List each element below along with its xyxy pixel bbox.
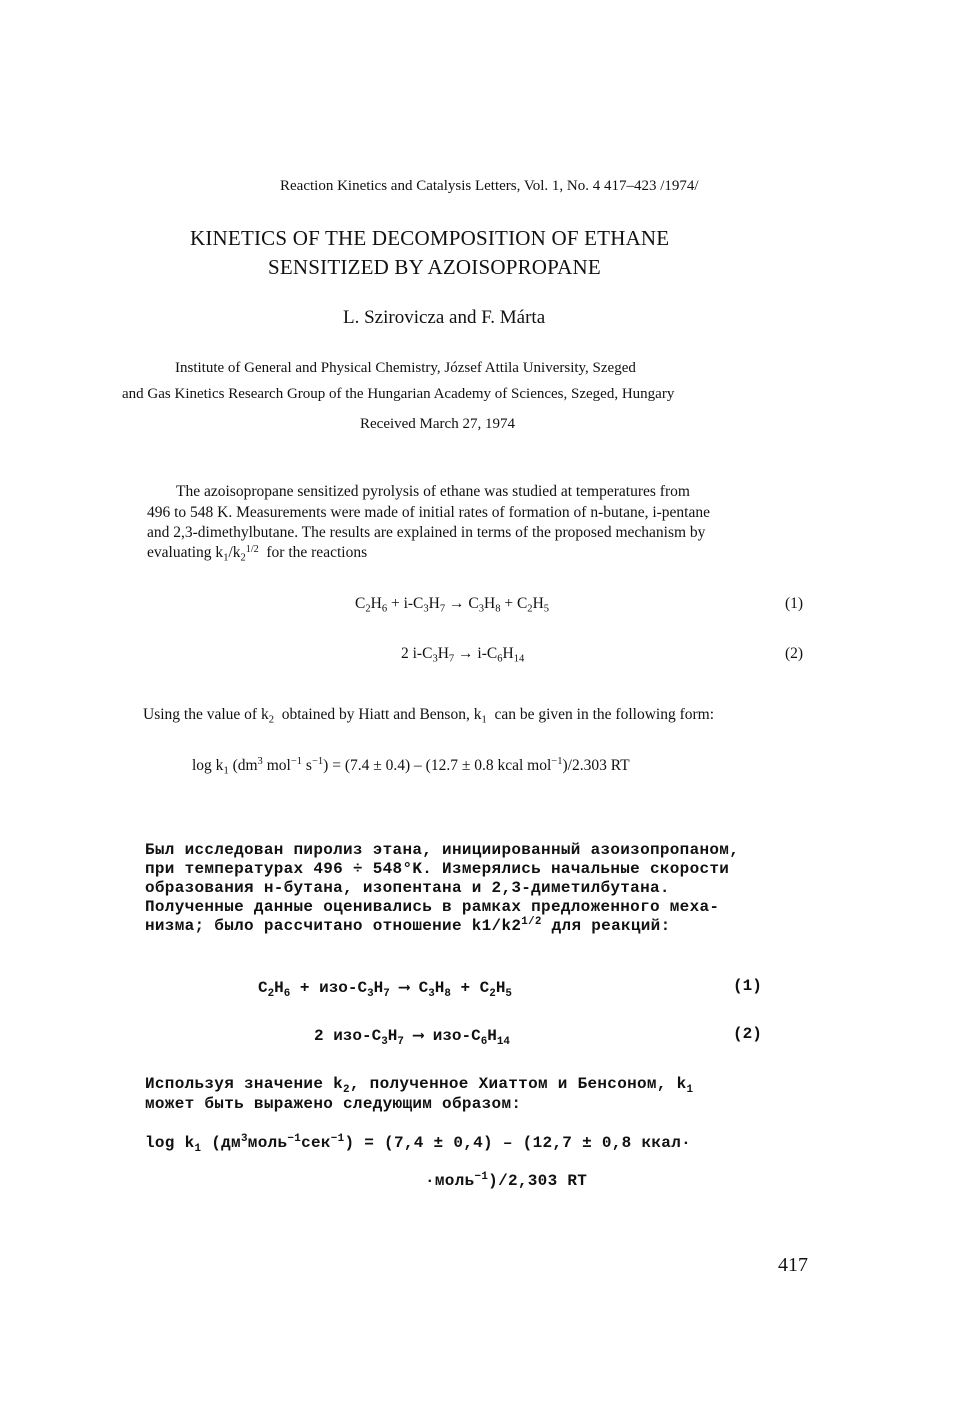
authors: L. Szirovicza and F. Márta (343, 307, 546, 328)
equation-en-2-number: (2) (785, 645, 804, 662)
title-line-2: SENSITIZED BY AZOISOPROPANE (268, 255, 601, 279)
abstract-en-line-4: evaluating $k_1/k_21/2$ for the reactions (147, 544, 368, 564)
affiliation-line-1: Institute of General and Physical Chemistry, József Attila University, Szeged (175, 360, 636, 376)
title-line-1: KINETICS OF THE DECOMPOSITION OF ETHANE (190, 226, 670, 250)
abstract-en-line-1: The azoisopropane sensitized pyrolysis of ethane was studied at temperatures from (176, 483, 690, 500)
rate-equation-ru-line-1: $\log k_1$ $(дм^3моль^{-1}сек^{-1}) = (7,4 \pm 0,4) - (12,7 \pm 0,8$ ккал· (145, 1133, 691, 1155)
affiliation-line-2: and Gas Kinetics Research Group of the Hungarian Academy of Sciences, Szeged, Hungary (122, 386, 675, 402)
abstract-ru-line-1: Был исследован пиролиз этана, инициированный азоизопропаном, (145, 841, 740, 859)
abstract-ru-line-4: Полученные данные оценивались в рамках предложенного меха- (145, 898, 720, 916)
equation-en-1-number: (1) (785, 595, 804, 612)
equation-ru-1-number: (1) (733, 977, 762, 995)
abstract-en-using-line: Using the value of $k_2$ obtained by Hiatt and Benson, $k_1$ can be given in the following form: (143, 706, 715, 726)
abstract-ru-line-2: при температурах 496 ÷ 548°K. Измерялись начальные скорости (145, 860, 730, 878)
equation-ru-2: 2 изо-$C_3H_7$ ⟶ изо-$C_6H_{14}$ (314, 1027, 510, 1048)
abstract-ru-line-5: низма; было рассчитано отношение $k1/k2^{1/2}$ для реакций: (145, 916, 671, 935)
received-date: Received March 27, 1974 (360, 416, 515, 432)
journal-citation: Reaction Kinetics and Catalysis Letters, Vol. 1, No. 4 417–423 /1974/ (280, 178, 699, 194)
equation-ru-1: $C_2H_6 + изо-C_3H_7$ ⟶ $C_3H_8 + C_2H_5$ (258, 979, 512, 1000)
abstract-en-line-2: 496 to 548 K. Measurements were made of initial rates of formation of n-butane, i-pentane (147, 504, 710, 521)
equation-ru-2-number: (2) (733, 1025, 762, 1043)
equation-en-1: $C_2H_6 + i-C_3H_7 \to C_3H_8 + C_2H_5$ (355, 595, 550, 615)
abstract-ru-line-3: образования н-бутана, изопентана и 2,3-диметилбутана. (145, 879, 670, 897)
rate-equation-en: $\log k_1$ ($dm^3$ mol$^{-1}$ $s^{-1}) = (7.4 \pm 0.4) - (12.7 \pm 0.8$ kcal mol$^{-1}$)/2.303 RT (192, 756, 630, 777)
abstract-en-line-3: and 2,3-dimethylbutane. The results are explained in terms of the proposed mechanism by (147, 524, 706, 541)
rate-equation-ru-line-2: ·моль$^{-1}$)/2,303 RT (425, 1171, 588, 1190)
abstract-ru-using-line-2: может быть выражено следующим образом: (145, 1095, 522, 1113)
equation-en-2: 2 $i-C_3H_7 \to i-C_6H_{14}$ (401, 645, 525, 665)
abstract-ru-using-line-1: Используя значение $k_2$, полученное Хиаттом и Бенсоном, $k_1$ (145, 1075, 694, 1096)
page-number: 417 (778, 1254, 808, 1276)
